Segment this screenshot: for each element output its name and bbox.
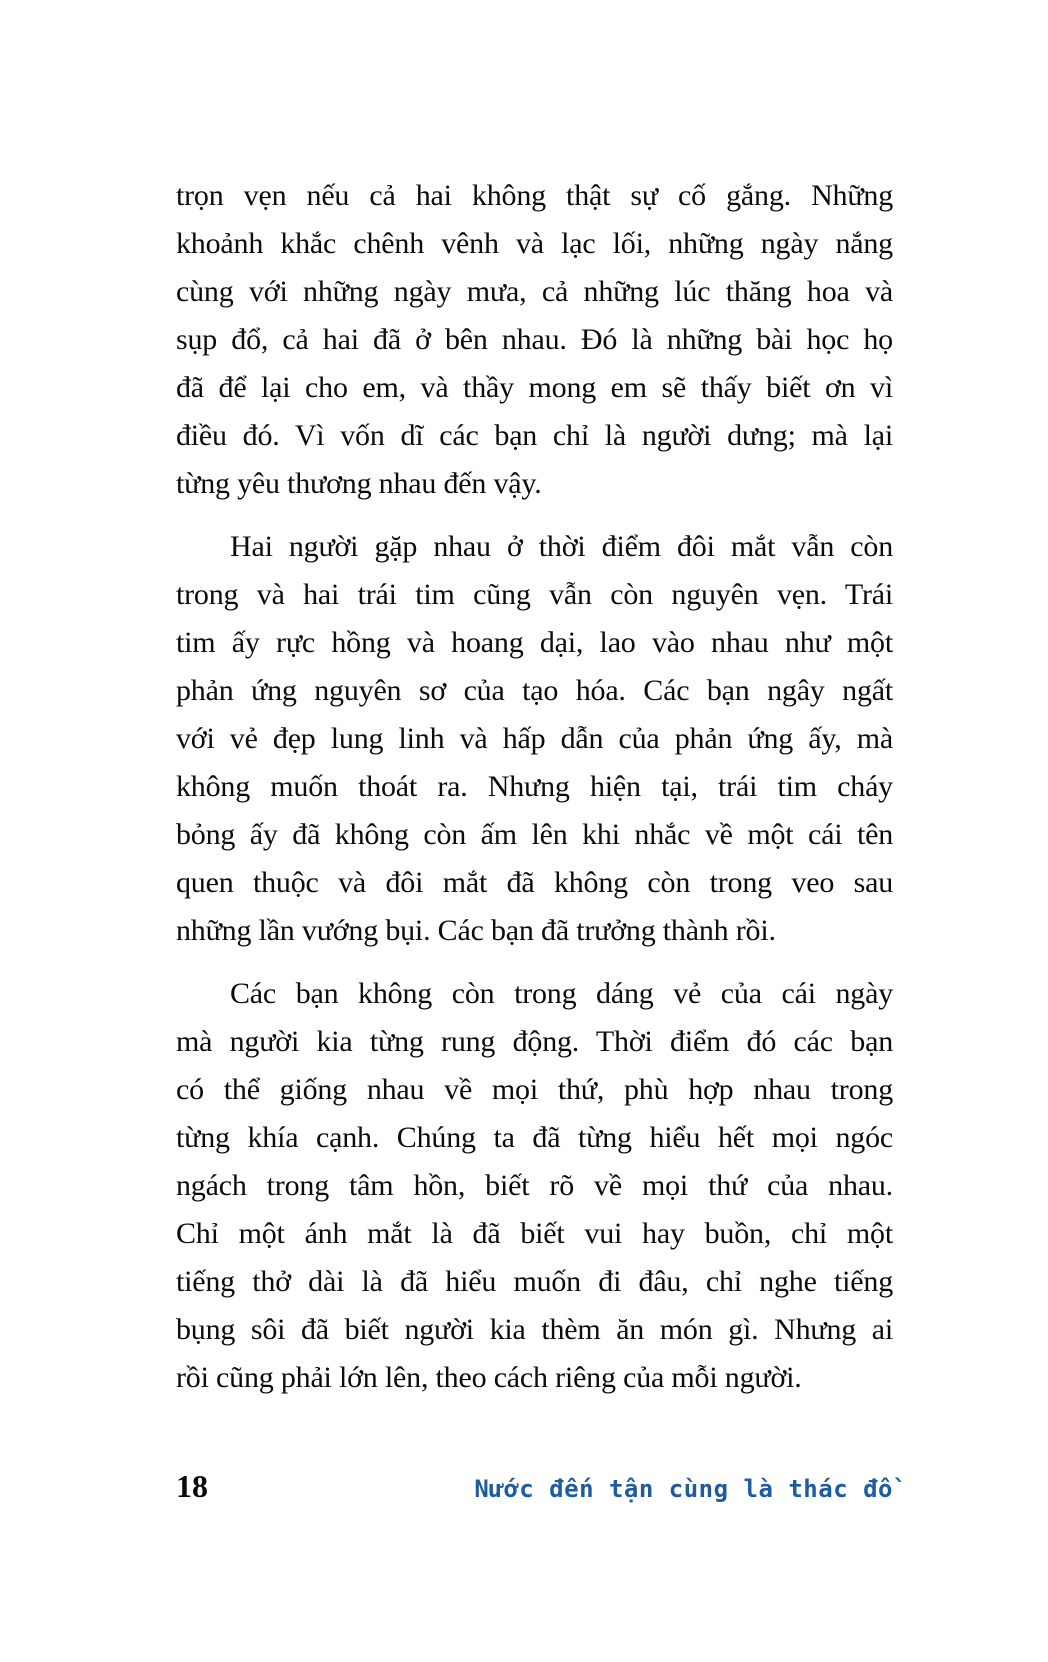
text-line: trong và hai trái tim cũng vẫn còn nguyên vẹn. Trái: [176, 578, 893, 611]
page-number: 18: [176, 1468, 208, 1504]
page-footer: [176, 1468, 893, 1505]
text-line: điều đó. Vì vốn dĩ các bạn chỉ là người dưng; mà lại: [176, 419, 893, 452]
text-line: những lần vướng bụi. Các bạn đã trưởng thành rồi.: [176, 914, 776, 947]
text-line: Hai người gặp nhau ở thời điểm đôi mắt vẫn còn: [230, 530, 893, 563]
text-line: quen thuộc và đôi mắt đã không còn trong veo sau: [176, 866, 893, 899]
page-body-text: [176, 172, 893, 1417]
paragraph: [176, 523, 893, 955]
text-line: ngách trong tâm hồn, biết rõ về mọi thứ của nhau.: [176, 1169, 893, 1202]
running-title: Nước đến tận cùng là thác đồ: [474, 1475, 893, 1503]
text-line: không muốn thoát ra. Nhưng hiện tại, trái tim cháy: [176, 770, 893, 803]
text-line: tim ấy rực hồng và hoang dại, lao vào nhau như một: [176, 626, 893, 659]
text-line: phản ứng nguyên sơ của tạo hóa. Các bạn ngây ngất: [176, 674, 893, 707]
text-line: từng khía cạnh. Chúng ta đã từng hiểu hết mọi ngóc: [176, 1121, 893, 1154]
text-line: đã để lại cho em, và thầy mong em sẽ thấy biết ơn vì: [176, 371, 893, 404]
paragraph: [176, 970, 893, 1402]
text-line: có thể giống nhau về mọi thứ, phù hợp nhau trong: [176, 1073, 893, 1106]
text-line: bỏng ấy đã không còn ấm lên khi nhắc về một cái tên: [176, 818, 893, 851]
text-line: Các bạn không còn trong dáng vẻ của cái ngày: [230, 977, 893, 1010]
text-line: rồi cũng phải lớn lên, theo cách riêng của mỗi người.: [176, 1361, 802, 1394]
text-line: sụp đổ, cả hai đã ở bên nhau. Đó là những bài học họ: [176, 323, 893, 356]
text-line: tiếng thở dài là đã hiểu muốn đi đâu, chỉ nghe tiếng: [176, 1265, 893, 1298]
text-line: cùng với những ngày mưa, cả những lúc thăng hoa và: [176, 275, 893, 308]
paragraph: [176, 172, 893, 508]
text-line: khoảnh khắc chênh vênh và lạc lối, những ngày nắng: [176, 227, 893, 260]
text-line: Chỉ một ánh mắt là đã biết vui hay buồn, chỉ một: [176, 1217, 893, 1250]
text-line: trọn vẹn nếu cả hai không thật sự cố gắng. Những: [176, 179, 893, 212]
text-line: mà người kia từng rung động. Thời điểm đó các bạn: [176, 1025, 893, 1058]
text-line: bụng sôi đã biết người kia thèm ăn món gì. Nhưng ai: [176, 1313, 893, 1346]
text-line: từng yêu thương nhau đến vậy.: [176, 467, 542, 500]
text-line: với vẻ đẹp lung linh và hấp dẫn của phản ứng ấy, mà: [176, 722, 893, 755]
